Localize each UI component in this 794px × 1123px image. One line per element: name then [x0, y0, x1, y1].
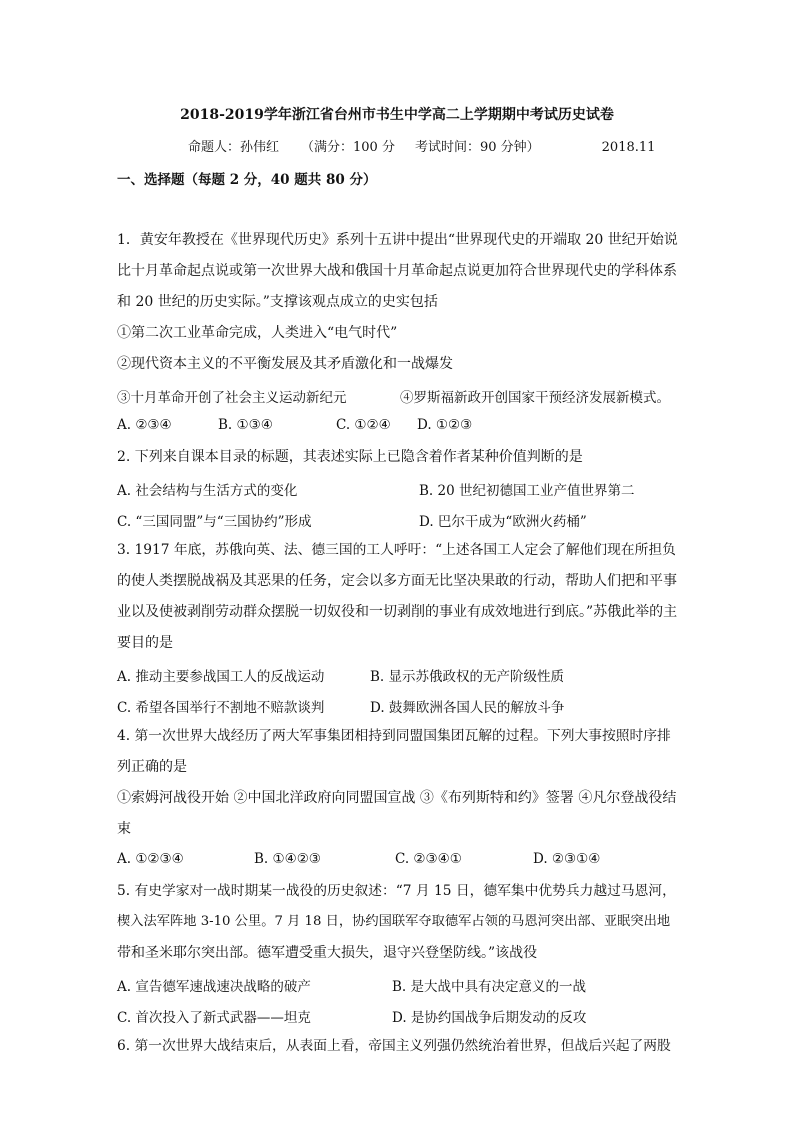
option-d: D. 巴尔干成为“欧洲火药桶” [419, 514, 587, 530]
section-heading: 一、选择题（每题 2 分，40 题共 80 分） [117, 172, 377, 188]
question-1-statement: ④罗斯福新政开创国家干预经济发展新模式。 [400, 390, 670, 406]
question-5-text: 带和圣米耶尔突出部。德军遭受重大损失，退守兴登堡防线。”该战役 [117, 945, 538, 961]
question-6-text: 6. 第一次世界大战结束后，从表面上看，帝国主义列强仍然统治着世界，但战后兴起了两股 [117, 1038, 671, 1054]
option-a: A. 宣告德军速战速决战略的破产 [117, 979, 311, 995]
question-3-text: 要目的是 [117, 635, 173, 651]
option-a: A. 社会结构与生活方式的变化 [117, 483, 298, 499]
question-5-text: 5. 有史学家对一战时期某一战役的历史叙述：“7 月 15 日，德军集中优势兵力越过马恩河， [117, 883, 676, 899]
question-3-text: 的使人类摆脱战祸及其恶果的任务，定会以多方面无比坚决果敢的行动，帮助人们把和平事 [117, 573, 677, 589]
question-1-text: 比十月革命起点说或第一次世界大战和俄国十月革命起点说更加符合世界现代史的学科体系 [117, 263, 677, 279]
question-1-text: 和 20 世纪的历史实际。”支撑该观点成立的史实包括 [117, 294, 438, 310]
option-d: D. ②③①④ [533, 851, 601, 867]
exam-date: 2018.11 [601, 140, 656, 155]
option-c: C. ①②④ [336, 417, 391, 433]
exam-time: 考试时间：90 分钟） [414, 140, 540, 155]
option-b: B. 显示苏俄政权的无产阶级性质 [370, 669, 565, 685]
option-d: D. 是协约国战争后期发动的反攻 [392, 1010, 587, 1026]
author: 命题人：孙伟红 [188, 140, 280, 155]
question-3-text: 3. 1917 年底，苏俄向英、法、德三国的工人呼吁：“上述各国工人定会了解他们现在所担负 [117, 542, 676, 558]
question-4-events: 束 [117, 821, 131, 837]
option-c: C. ②③④① [395, 851, 462, 867]
full-score: （满分：100 分 [301, 140, 395, 155]
question-5-text: 楔入法军阵地 3-10 公里。7 月 18 日，协约国联军夺取德军占领的马恩河突出部、亚眠突出地 [117, 914, 671, 929]
option-d: D. ①②③ [417, 417, 473, 433]
option-b: B. ①④②③ [254, 851, 321, 867]
option-b: B. 是大战中具有决定意义的一战 [392, 979, 587, 995]
question-1-text: 1．黄安年教授在《世界现代历史》系列十五讲中提出“世界现代史的开端取 20 世纪开始说 [117, 232, 678, 248]
option-a: A. 推动主要参战国工人的反战运动 [117, 669, 325, 685]
option-b: B. 20 世纪初德国工业产值世界第二 [419, 483, 635, 499]
option-c: C. “三国同盟”与“三国协约”形成 [117, 514, 312, 530]
exam-title: 2018-2019学年浙江省台州市书生中学高二上学期期中考试历史试卷 [180, 107, 614, 123]
exam-meta [188, 136, 655, 155]
question-4-text: 列正确的是 [117, 759, 187, 775]
option-c: C. 希望各国举行不割地不赔款谈判 [117, 700, 325, 716]
option-a: A. ②③④ [117, 417, 172, 433]
question-2-text: 2. 下列来自课本目录的标题，其表述实际上已隐含着作者某种价值判断的是 [117, 449, 583, 465]
question-1-statement: ②现代资本主义的不平衡发展及其矛盾激化和一战爆发 [117, 356, 453, 372]
option-c: C. 首次投入了新式武器——坦克 [117, 1010, 311, 1026]
question-1-statement: ③十月革命开创了社会主义运动新纪元 [117, 390, 347, 406]
question-3-text: 业以及使被剥削劳动群众摆脱一切奴役和一切剥削的事业有成效地进行到底。”苏俄此举的主 [117, 604, 678, 620]
question-4-text: 4. 第一次世界大战经历了两大军事集团相持到同盟国集团瓦解的过程。下列大事按照时序排 [117, 728, 671, 744]
question-4-events: ①索姆河战役开始 ②中国北洋政府向同盟国宣战 ③《布列斯特和约》签署 ④凡尔登战役结 [117, 790, 677, 806]
option-a: A. ①②③④ [117, 851, 184, 867]
question-1-statement: ①第二次工业革命完成，人类进入“电气时代” [117, 325, 398, 341]
option-d: D. 鼓舞欧洲各国人民的解放斗争 [370, 700, 565, 716]
option-b: B. ①③④ [218, 417, 273, 433]
